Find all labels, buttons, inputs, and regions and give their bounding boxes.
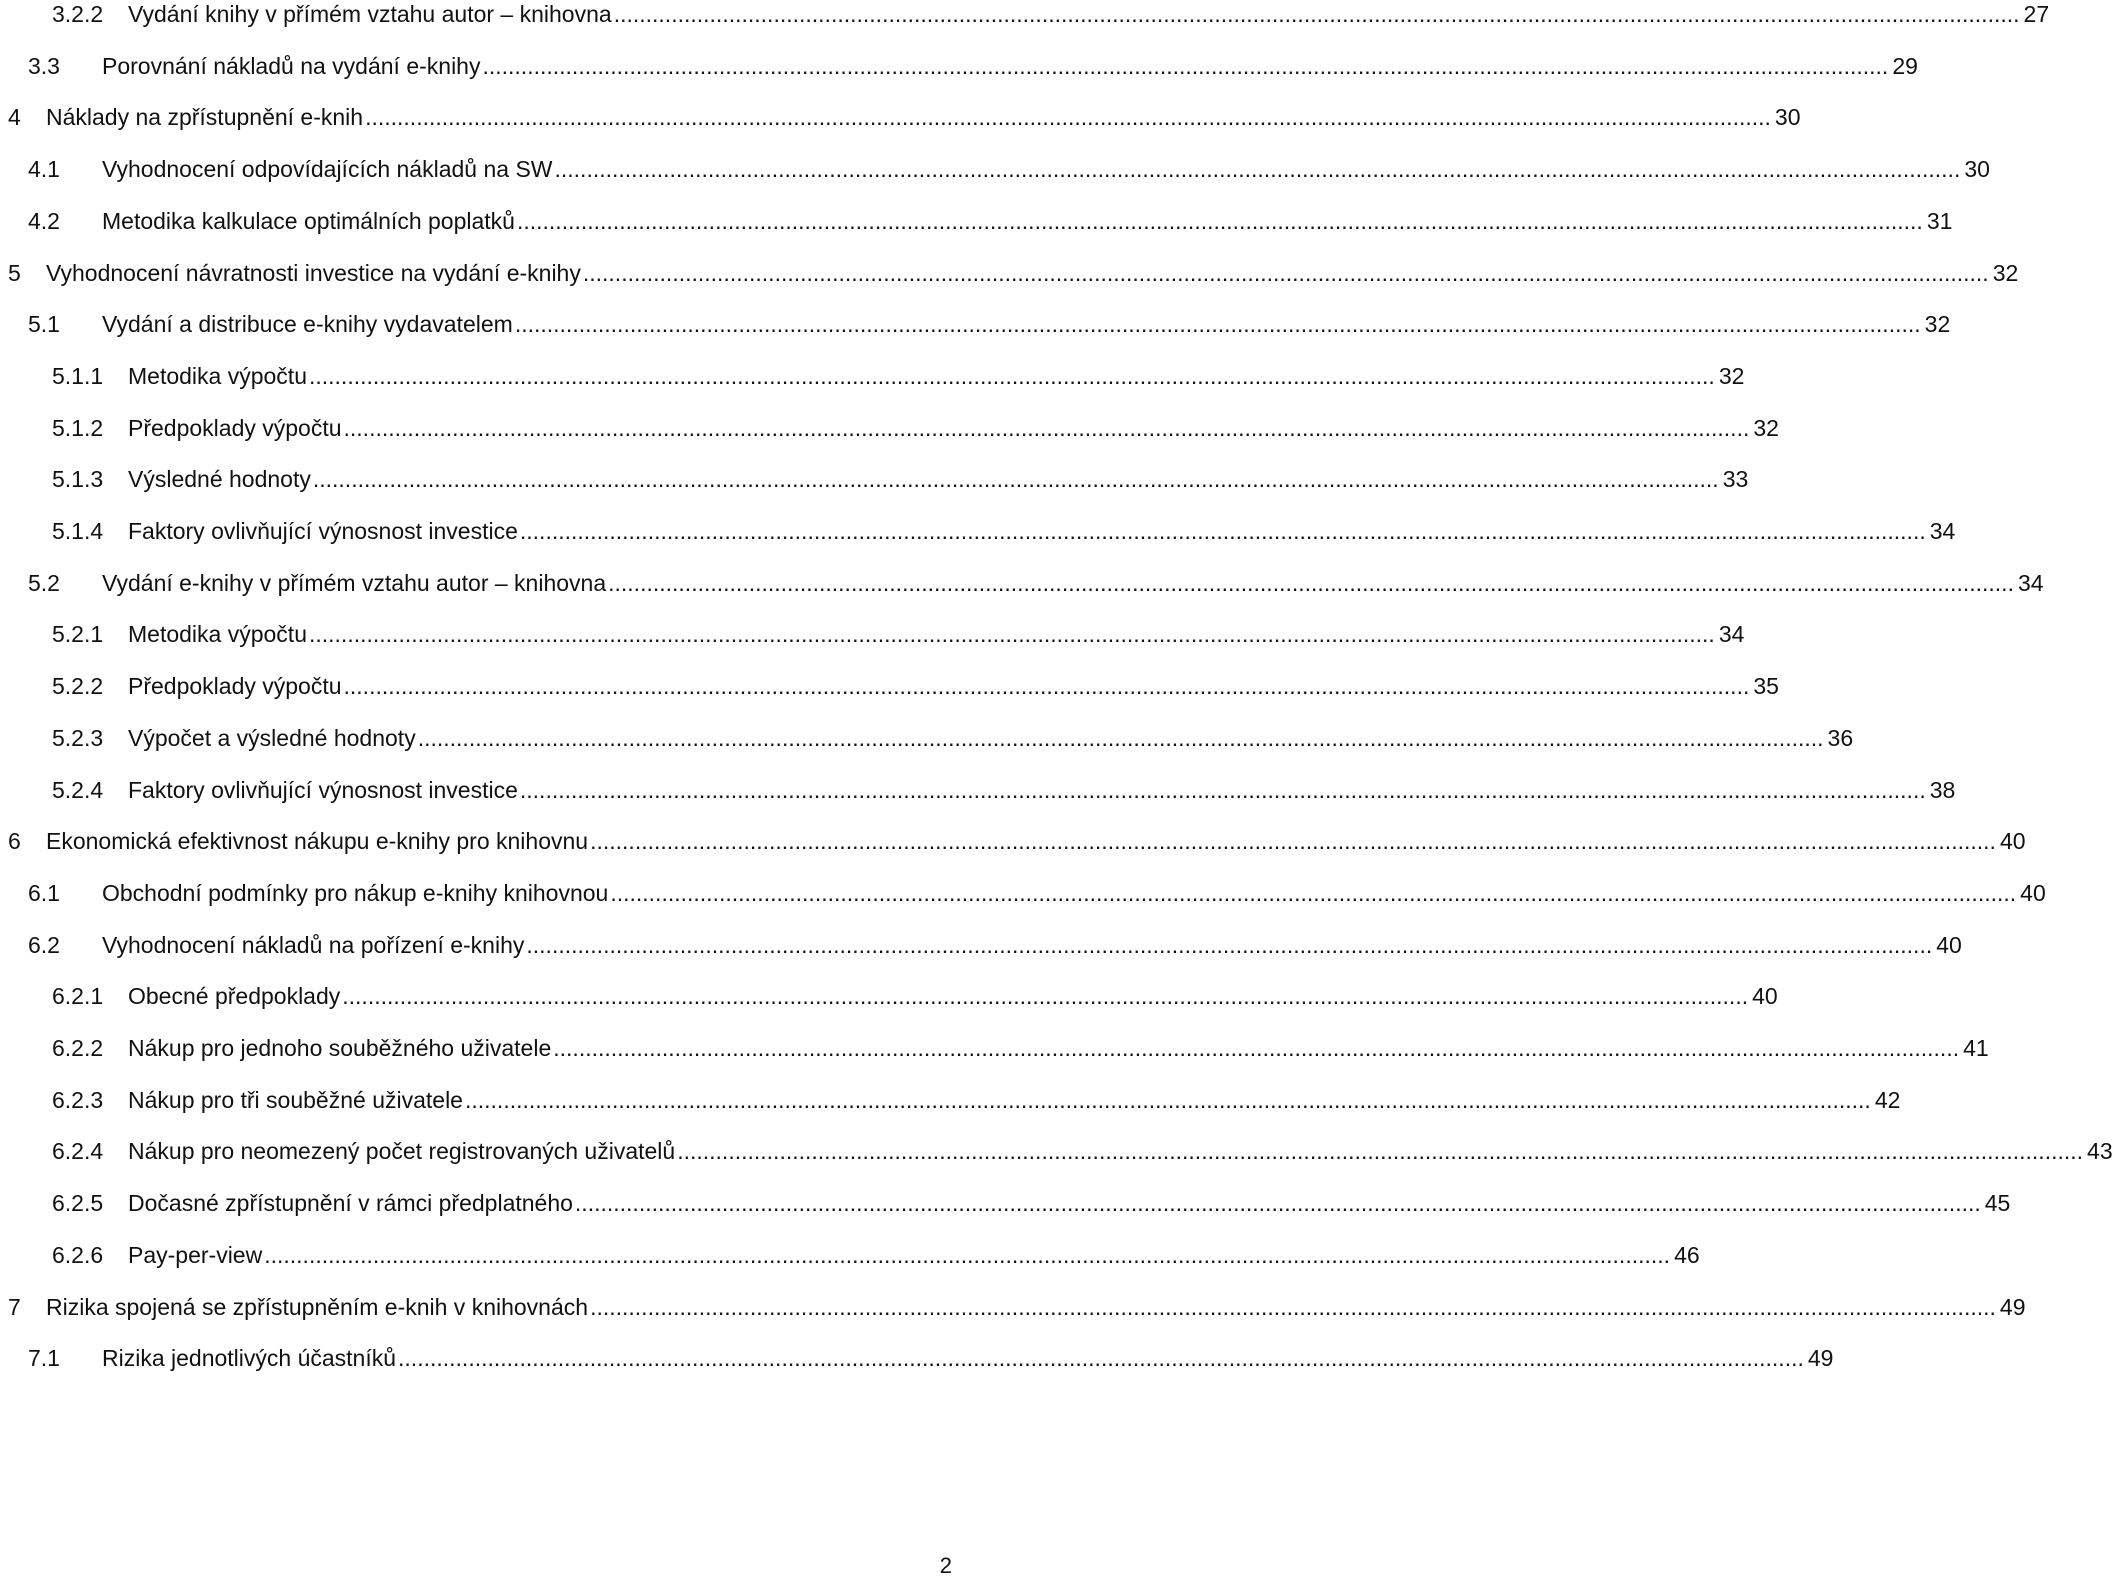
toc-entry-page: 49 xyxy=(1807,1345,1834,1372)
toc-entry[interactable] xyxy=(8,821,2026,861)
toc-leader-dots: ............................................................................................................................................................................................................................ xyxy=(610,879,2017,906)
toc-entry-number: 5.2.3 xyxy=(52,724,104,751)
toc-leader-dots: ............................................................................................................................................................................................................................ xyxy=(590,1293,1996,1320)
toc-leader-dots: ............................................................................................................................................................................................................................ xyxy=(519,776,1926,803)
toc-entry-number: 4 xyxy=(8,104,21,131)
toc-entry-title: Nákup pro neomezený počet registrovaných uživatelů xyxy=(128,1138,676,1165)
toc-entry-number: 4.1 xyxy=(28,156,60,183)
toc-leader-dots: ............................................................................................................................................................................................................................ xyxy=(574,1190,1981,1217)
toc-leader-dots: ............................................................................................................................................................................................................................ xyxy=(343,414,1750,441)
toc-entry[interactable] xyxy=(52,459,1749,499)
toc-entry-page: 41 xyxy=(1963,1035,1989,1061)
toc-entry-number: 5.1.4 xyxy=(52,518,104,544)
toc-entry-title: Vydání e-knihy v přímém vztahu autor – knihovna xyxy=(102,569,607,596)
toc-entry-title: Vyhodnocení odpovídajících nákladů na SW xyxy=(102,156,553,183)
toc-leader-dots: ............................................................................................................................................................................................................................ xyxy=(342,983,1749,1010)
toc-entry-page: 40 xyxy=(2020,879,2046,906)
toc-entry-page: 45 xyxy=(1984,1190,2011,1217)
toc-entry-title: Náklady na zpřístupnění e-knih xyxy=(46,104,364,131)
toc-leader-dots: ............................................................................................................................................................................................................................ xyxy=(608,569,2014,596)
toc-entry-number: 6.1 xyxy=(28,879,60,906)
toc-entry-page: 29 xyxy=(1892,52,1918,79)
toc-entry-title: Faktory ovlivňující výnosnost investice xyxy=(128,518,518,544)
toc-entry-page: 40 xyxy=(1999,828,2026,855)
toc-entry-page: 35 xyxy=(1753,673,1779,700)
toc-leader-dots: ............................................................................................................................................................................................................................ xyxy=(516,207,1923,234)
toc-entry[interactable] xyxy=(52,1028,1989,1068)
toc-entry-page: 27 xyxy=(2023,1,2050,27)
toc-entry[interactable] xyxy=(52,614,1745,654)
toc-entry-page: 33 xyxy=(1722,466,1749,493)
toc-leader-dots: ............................................................................................................................................................................................................................ xyxy=(553,1035,1960,1061)
toc-entry-number: 6.2 xyxy=(28,931,60,958)
toc-entry-page: 34 xyxy=(2017,569,2044,596)
toc-entry-title: Vydání a distribuce e-knihy vydavatelem xyxy=(102,311,513,338)
toc-entry[interactable] xyxy=(28,46,1918,86)
toc-entry-title: Rizika jednotlivých účastníků xyxy=(102,1345,397,1372)
toc-entry-title: Ekonomická efektivnost nákupu e-knihy pro knihovnu xyxy=(46,828,589,855)
toc-entry[interactable] xyxy=(52,976,1778,1016)
toc-entry-number: 4.2 xyxy=(28,207,60,234)
toc-entry[interactable] xyxy=(28,201,1953,241)
toc-leader-dots: ............................................................................................................................................................................................................................ xyxy=(554,156,1961,183)
toc-leader-dots: ............................................................................................................................................................................................................................ xyxy=(677,1138,2084,1165)
toc-entry[interactable] xyxy=(28,563,2044,603)
toc-entry-page: 38 xyxy=(1929,776,1956,803)
toc-entry[interactable] xyxy=(52,770,1956,810)
toc-entry-title: Pay-per-view xyxy=(128,1241,263,1268)
toc-entry-page: 42 xyxy=(1874,1086,1901,1113)
toc-entry-title: Faktory ovlivňující výnosnost investice xyxy=(128,776,518,803)
toc-entry-number: 6.2.5 xyxy=(52,1190,104,1217)
toc-leader-dots: ............................................................................................................................................................................................................................ xyxy=(308,362,1715,389)
toc-entry-page: 30 xyxy=(1964,156,1990,183)
toc-entry-title: Metodika kalkulace optimálních poplatků xyxy=(102,207,515,234)
toc-entry[interactable] xyxy=(8,1287,2026,1327)
toc-entry[interactable] xyxy=(28,149,1990,189)
page-number: 2 xyxy=(939,1553,952,1578)
toc-entry-number: 5.2 xyxy=(28,569,60,596)
toc-leader-dots: ............................................................................................................................................................................................................................ xyxy=(464,1086,1871,1113)
toc-entry-number: 5.1.3 xyxy=(52,466,104,493)
toc-entry-number: 3.2.2 xyxy=(52,1,104,27)
toc-entry[interactable] xyxy=(52,511,1956,551)
toc-entry[interactable] xyxy=(28,873,2046,913)
toc-entry-page: 46 xyxy=(1674,1241,1700,1268)
toc-entry-title: Vyhodnocení nákladů na pořízení e-knihy xyxy=(102,931,525,958)
toc-entry-page: 36 xyxy=(1827,724,1854,751)
toc-entry-page: 32 xyxy=(1992,259,2019,286)
toc-entry-number: 5.1.1 xyxy=(52,362,104,389)
toc-entry-page: 43 xyxy=(2087,1138,2113,1165)
toc-entry[interactable] xyxy=(52,1183,2011,1223)
toc-entry[interactable] xyxy=(8,253,2019,293)
toc-entry-title: Nákup pro jednoho souběžného uživatele xyxy=(128,1035,552,1061)
toc-leader-dots: ............................................................................................................................................................................................................................ xyxy=(613,1,2020,27)
toc-entry[interactable] xyxy=(28,304,1951,344)
toc-entry-title: Metodika výpočtu xyxy=(128,621,307,648)
toc-entry-title: Předpoklady výpočtu xyxy=(128,673,342,700)
toc-entry[interactable] xyxy=(52,0,2050,34)
toc-entry[interactable] xyxy=(52,1235,1700,1275)
toc-entry-number: 5.1.2 xyxy=(52,414,104,441)
toc-entry-number: 7 xyxy=(8,1293,21,1320)
toc-leader-dots: ............................................................................................................................................................................................................................ xyxy=(398,1345,1804,1372)
toc-entry[interactable] xyxy=(52,1080,1901,1120)
toc-leader-dots: ............................................................................................................................................................................................................................ xyxy=(264,1241,1671,1268)
toc-entry-title: Výpočet a výsledné hodnoty xyxy=(128,724,416,751)
toc-entry-page: 34 xyxy=(1718,621,1745,648)
toc-entry-title: Nákup pro tři souběžné uživatele xyxy=(128,1086,463,1113)
toc-entry-number: 6.2.2 xyxy=(52,1035,104,1061)
toc-entry-number: 5 xyxy=(8,259,21,286)
toc-entry-number: 6.2.4 xyxy=(52,1138,104,1165)
toc-entry-page: 40 xyxy=(1936,931,1962,958)
toc-entry-title: Předpoklady výpočtu xyxy=(128,414,342,441)
toc-entry[interactable] xyxy=(28,1338,1834,1378)
toc-entry-title: Obecné předpoklady xyxy=(128,983,341,1010)
toc-leader-dots: ............................................................................................................................................................................................................................ xyxy=(519,518,1926,544)
toc-leader-dots: ............................................................................................................................................................................................................................ xyxy=(514,311,1921,338)
toc-leader-dots: ............................................................................................................................................................................................................................ xyxy=(417,724,1824,751)
toc-entry-page: 31 xyxy=(1926,207,1953,234)
toc-entry-page: 49 xyxy=(1999,1293,2026,1320)
toc-leader-dots: ............................................................................................................................................................................................................................ xyxy=(582,259,1989,286)
toc-entry[interactable] xyxy=(52,408,1779,448)
toc-entry-number: 5.2.2 xyxy=(52,673,104,700)
toc-entry-title: Metodika výpočtu xyxy=(128,362,307,389)
toc-entry[interactable] xyxy=(52,1131,2113,1171)
toc-entry[interactable] xyxy=(52,666,1779,706)
toc-entry-title: Porovnání nákladů na vydání e-knihy xyxy=(102,52,481,79)
toc-leader-dots: ............................................................................................................................................................................................................................ xyxy=(308,621,1715,648)
toc-entry-number: 5.2.1 xyxy=(52,621,104,648)
toc-entry-number: 6.2.3 xyxy=(52,1086,104,1113)
toc-entry-page: 34 xyxy=(1929,518,1956,544)
toc-entry-title: Výsledné hodnoty xyxy=(128,466,311,493)
toc-leader-dots: ............................................................................................................................................................................................................................ xyxy=(343,673,1750,700)
toc-entry-page: 32 xyxy=(1718,362,1745,389)
toc-entry[interactable] xyxy=(52,718,1854,758)
toc-entry-number: 3.3 xyxy=(28,52,60,79)
toc-leader-dots: ............................................................................................................................................................................................................................ xyxy=(590,828,1996,855)
toc-entry-title: Vyhodnocení návratnosti investice na vydání e-knihy xyxy=(46,259,581,286)
toc-entry-number: 6 xyxy=(8,828,21,855)
toc-entry-title: Rizika spojená se zpřístupněním e-knih v knihovnách xyxy=(46,1293,589,1320)
toc-leader-dots: ............................................................................................................................................................................................................................ xyxy=(312,466,1719,493)
toc-leader-dots: ............................................................................................................................................................................................................................ xyxy=(526,931,1933,958)
toc-entry-number: 6.2.1 xyxy=(52,983,104,1010)
toc-entry-page: 30 xyxy=(1774,104,1801,131)
toc-entry-title: Obchodní podmínky pro nákup e-knihy knihovnou xyxy=(102,879,609,906)
toc-entry-title: Vydání knihy v přímém vztahu autor – knihovna xyxy=(128,1,612,27)
toc-entry[interactable] xyxy=(8,97,1801,137)
toc-entry[interactable] xyxy=(28,925,1962,965)
toc-entry-title: Dočasné zpřístupnění v rámci předplatného xyxy=(128,1190,573,1217)
toc-leader-dots: ............................................................................................................................................................................................................................ xyxy=(365,104,1771,131)
toc-entry-page: 32 xyxy=(1924,311,1951,338)
toc-entry-number: 5.1 xyxy=(28,311,60,338)
toc-entry-number: 7.1 xyxy=(28,1345,60,1372)
toc-entry-page: 32 xyxy=(1753,414,1779,441)
toc-entry-page: 40 xyxy=(1752,983,1778,1010)
toc-leader-dots: ............................................................................................................................................................................................................................ xyxy=(482,52,1889,79)
toc-entry[interactable] xyxy=(52,356,1745,396)
toc-entry-number: 6.2.6 xyxy=(52,1241,104,1268)
toc-entry-number: 5.2.4 xyxy=(52,776,104,803)
